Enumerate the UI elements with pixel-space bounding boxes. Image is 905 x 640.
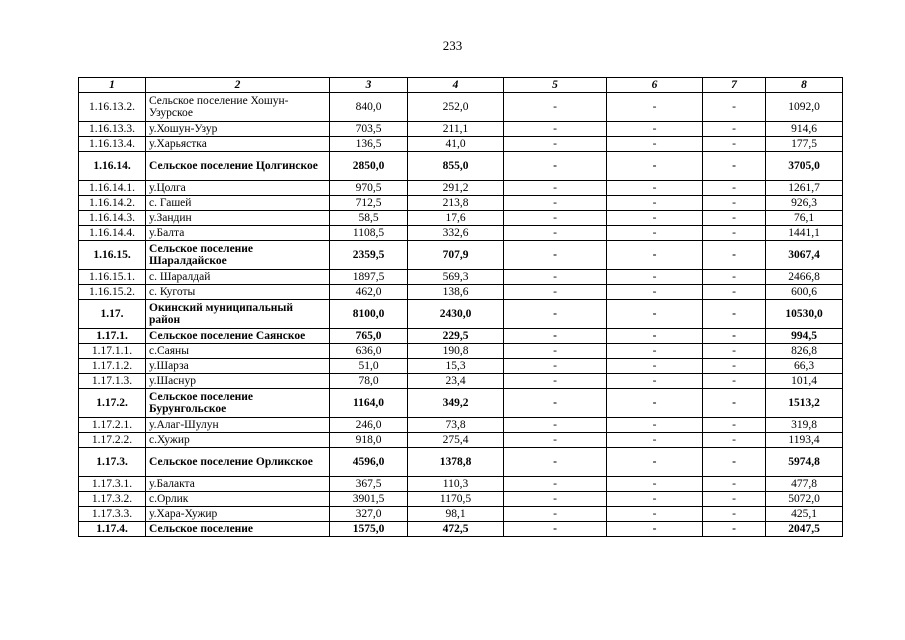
row-value-cell: - <box>504 270 607 285</box>
row-value-cell: - <box>703 433 766 448</box>
row-total-cell: 477,8 <box>766 477 843 492</box>
row-total-cell: 3705,0 <box>766 152 843 181</box>
row-value-cell: 918,0 <box>330 433 408 448</box>
table-row <box>79 211 843 226</box>
table-row <box>79 344 843 359</box>
row-name-cell: с.Хужир <box>146 433 330 448</box>
row-value-cell: - <box>703 181 766 196</box>
row-value-cell: 23,4 <box>408 374 504 389</box>
column-header: 8 <box>766 78 843 93</box>
row-total-cell: 1261,7 <box>766 181 843 196</box>
row-total-cell: 101,4 <box>766 374 843 389</box>
row-value-cell: 98,1 <box>408 507 504 522</box>
row-value-cell: - <box>504 122 607 137</box>
row-code-cell: 1.16.15.1. <box>79 270 146 285</box>
row-name-cell: у.Шарза <box>146 359 330 374</box>
row-value-cell: 252,0 <box>408 93 504 122</box>
column-header: 6 <box>607 78 703 93</box>
row-value-cell: - <box>703 492 766 507</box>
row-value-cell: 229,5 <box>408 329 504 344</box>
row-value-cell: 462,0 <box>330 285 408 300</box>
row-value-cell: - <box>504 374 607 389</box>
row-value-cell: 1170,5 <box>408 492 504 507</box>
row-value-cell: 765,0 <box>330 329 408 344</box>
row-value-cell: 569,3 <box>408 270 504 285</box>
row-value-cell: - <box>504 137 607 152</box>
row-total-cell: 3067,4 <box>766 241 843 270</box>
row-name-cell: с. Куготы <box>146 285 330 300</box>
row-value-cell: 855,0 <box>408 152 504 181</box>
row-value-cell: - <box>703 93 766 122</box>
row-name-cell: с. Гашей <box>146 196 330 211</box>
row-total-cell: 177,5 <box>766 137 843 152</box>
row-name-cell: у.Харьястка <box>146 137 330 152</box>
row-name-cell: Сельское поселение <box>146 522 330 537</box>
row-total-cell: 425,1 <box>766 507 843 522</box>
row-total-cell: 76,1 <box>766 211 843 226</box>
row-value-cell: 136,5 <box>330 137 408 152</box>
row-value-cell: 840,0 <box>330 93 408 122</box>
row-value-cell: 970,5 <box>330 181 408 196</box>
row-total-cell: 319,8 <box>766 418 843 433</box>
row-code-cell: 1.17.3.1. <box>79 477 146 492</box>
row-value-cell: - <box>504 477 607 492</box>
table-row <box>79 418 843 433</box>
table-row <box>79 389 843 418</box>
row-total-cell: 2466,8 <box>766 270 843 285</box>
table-row <box>79 329 843 344</box>
table-header-row <box>79 78 843 93</box>
row-value-cell: - <box>607 181 703 196</box>
row-value-cell: - <box>504 226 607 241</box>
row-code-cell: 1.16.14.1. <box>79 181 146 196</box>
row-value-cell: - <box>703 285 766 300</box>
table-row <box>79 152 843 181</box>
table-row <box>79 181 843 196</box>
row-name-cell: у.Хошун-Узур <box>146 122 330 137</box>
table-row <box>79 122 843 137</box>
page-number: 233 <box>442 38 463 53</box>
row-value-cell: - <box>607 270 703 285</box>
row-value-cell: 211,1 <box>408 122 504 137</box>
table-row <box>79 359 843 374</box>
row-code-cell: 1.17.1.1. <box>79 344 146 359</box>
row-name-cell: Сельское поселение Шаралдайское <box>146 241 330 270</box>
row-value-cell: - <box>607 300 703 329</box>
row-value-cell: - <box>607 433 703 448</box>
row-value-cell: - <box>703 359 766 374</box>
row-value-cell: 1164,0 <box>330 389 408 418</box>
row-code-cell: 1.17.1. <box>79 329 146 344</box>
row-name-cell: у.Балакта <box>146 477 330 492</box>
row-value-cell: - <box>703 196 766 211</box>
row-code-cell: 1.17.3. <box>79 448 146 477</box>
row-value-cell: - <box>703 122 766 137</box>
row-value-cell: 78,0 <box>330 374 408 389</box>
row-code-cell: 1.16.14. <box>79 152 146 181</box>
row-value-cell: 213,8 <box>408 196 504 211</box>
table-row <box>79 507 843 522</box>
row-value-cell: - <box>504 344 607 359</box>
column-header: 2 <box>146 78 330 93</box>
row-value-cell: 138,6 <box>408 285 504 300</box>
row-value-cell: - <box>504 241 607 270</box>
row-name-cell: Сельское поселение Цолгинское <box>146 152 330 181</box>
row-value-cell: 73,8 <box>408 418 504 433</box>
row-value-cell: 472,5 <box>408 522 504 537</box>
row-name-cell: Сельское поселение Хошун-Узурское <box>146 93 330 122</box>
row-value-cell: 110,3 <box>408 477 504 492</box>
row-name-cell: Сельское поселение Бурунгольское <box>146 389 330 418</box>
row-value-cell: 327,0 <box>330 507 408 522</box>
row-total-cell: 66,3 <box>766 359 843 374</box>
row-code-cell: 1.17.4. <box>79 522 146 537</box>
row-value-cell: - <box>607 359 703 374</box>
row-value-cell: - <box>607 418 703 433</box>
row-value-cell: - <box>504 300 607 329</box>
row-value-cell: - <box>607 448 703 477</box>
column-header: 7 <box>703 78 766 93</box>
row-value-cell: - <box>703 270 766 285</box>
row-value-cell: 367,5 <box>330 477 408 492</box>
row-value-cell: 636,0 <box>330 344 408 359</box>
row-value-cell: - <box>703 300 766 329</box>
table-row <box>79 226 843 241</box>
row-value-cell: 3901,5 <box>330 492 408 507</box>
row-value-cell: - <box>504 329 607 344</box>
row-value-cell: 275,4 <box>408 433 504 448</box>
row-value-cell: - <box>504 389 607 418</box>
row-value-cell: - <box>607 122 703 137</box>
row-code-cell: 1.17.3.2. <box>79 492 146 507</box>
table-row <box>79 433 843 448</box>
row-value-cell: - <box>703 152 766 181</box>
row-value-cell: - <box>703 137 766 152</box>
row-value-cell: 2850,0 <box>330 152 408 181</box>
table-row <box>79 93 843 122</box>
row-value-cell: 1575,0 <box>330 522 408 537</box>
row-value-cell: - <box>504 93 607 122</box>
row-total-cell: 1193,4 <box>766 433 843 448</box>
column-header: 4 <box>408 78 504 93</box>
row-code-cell: 1.16.13.2. <box>79 93 146 122</box>
column-header: 5 <box>504 78 607 93</box>
row-value-cell: - <box>607 137 703 152</box>
row-value-cell: 15,3 <box>408 359 504 374</box>
row-value-cell: - <box>607 329 703 344</box>
table-row <box>79 448 843 477</box>
row-value-cell: 707,9 <box>408 241 504 270</box>
row-value-cell: 2430,0 <box>408 300 504 329</box>
row-value-cell: - <box>504 211 607 226</box>
row-name-cell: с. Шаралдай <box>146 270 330 285</box>
row-value-cell: - <box>703 477 766 492</box>
row-value-cell: - <box>703 448 766 477</box>
data-table <box>78 77 843 537</box>
row-value-cell: 51,0 <box>330 359 408 374</box>
row-total-cell: 826,8 <box>766 344 843 359</box>
row-code-cell: 1.17.2.1. <box>79 418 146 433</box>
row-code-cell: 1.17.1.2. <box>79 359 146 374</box>
row-value-cell: - <box>607 492 703 507</box>
table-row <box>79 196 843 211</box>
row-total-cell: 1441,1 <box>766 226 843 241</box>
row-value-cell: 4596,0 <box>330 448 408 477</box>
column-header: 3 <box>330 78 408 93</box>
row-total-cell: 1513,2 <box>766 389 843 418</box>
row-value-cell: - <box>607 477 703 492</box>
row-total-cell: 914,6 <box>766 122 843 137</box>
table-row <box>79 477 843 492</box>
row-value-cell: - <box>607 226 703 241</box>
row-value-cell: - <box>703 522 766 537</box>
row-value-cell: - <box>607 389 703 418</box>
row-name-cell: Сельское поселение Орликское <box>146 448 330 477</box>
row-value-cell: - <box>703 389 766 418</box>
row-total-cell: 2047,5 <box>766 522 843 537</box>
row-total-cell: 994,5 <box>766 329 843 344</box>
row-total-cell: 5974,8 <box>766 448 843 477</box>
table-row <box>79 300 843 329</box>
row-value-cell: 1108,5 <box>330 226 408 241</box>
row-value-cell: - <box>504 448 607 477</box>
row-value-cell: 17,6 <box>408 211 504 226</box>
row-name-cell: у.Алаг-Шулун <box>146 418 330 433</box>
row-code-cell: 1.16.14.2. <box>79 196 146 211</box>
row-name-cell: Окинский муниципальный район <box>146 300 330 329</box>
row-value-cell: - <box>607 522 703 537</box>
row-value-cell: 246,0 <box>330 418 408 433</box>
row-value-cell: - <box>504 196 607 211</box>
row-value-cell: - <box>607 196 703 211</box>
row-value-cell: 349,2 <box>408 389 504 418</box>
row-code-cell: 1.16.14.4. <box>79 226 146 241</box>
row-total-cell: 926,3 <box>766 196 843 211</box>
table-row <box>79 241 843 270</box>
row-value-cell: 332,6 <box>408 226 504 241</box>
row-value-cell: - <box>504 522 607 537</box>
row-code-cell: 1.16.14.3. <box>79 211 146 226</box>
row-value-cell: - <box>607 285 703 300</box>
row-value-cell: 190,8 <box>408 344 504 359</box>
row-value-cell: - <box>703 418 766 433</box>
row-value-cell: - <box>504 433 607 448</box>
row-value-cell: - <box>703 507 766 522</box>
row-value-cell: - <box>504 181 607 196</box>
row-code-cell: 1.17.1.3. <box>79 374 146 389</box>
row-total-cell: 600,6 <box>766 285 843 300</box>
row-value-cell: - <box>504 507 607 522</box>
row-value-cell: - <box>607 152 703 181</box>
row-value-cell: 1378,8 <box>408 448 504 477</box>
row-value-cell: - <box>504 359 607 374</box>
row-value-cell: 58,5 <box>330 211 408 226</box>
row-value-cell: - <box>607 374 703 389</box>
row-total-cell: 5072,0 <box>766 492 843 507</box>
row-code-cell: 1.17.2.2. <box>79 433 146 448</box>
row-total-cell: 10530,0 <box>766 300 843 329</box>
row-value-cell: - <box>703 344 766 359</box>
row-name-cell: у.Балта <box>146 226 330 241</box>
row-value-cell: - <box>607 93 703 122</box>
row-value-cell: - <box>607 344 703 359</box>
table-row <box>79 492 843 507</box>
row-name-cell: с.Саяны <box>146 344 330 359</box>
row-value-cell: 712,5 <box>330 196 408 211</box>
row-name-cell: Сельское поселение Саянское <box>146 329 330 344</box>
row-total-cell: 1092,0 <box>766 93 843 122</box>
table-row <box>79 374 843 389</box>
row-code-cell: 1.16.15. <box>79 241 146 270</box>
row-code-cell: 1.16.13.3. <box>79 122 146 137</box>
row-value-cell: - <box>607 211 703 226</box>
row-value-cell: 1897,5 <box>330 270 408 285</box>
row-name-cell: у.Шаснур <box>146 374 330 389</box>
row-name-cell: у.Зандин <box>146 211 330 226</box>
row-value-cell: - <box>504 285 607 300</box>
row-value-cell: - <box>703 329 766 344</box>
table-row <box>79 270 843 285</box>
row-value-cell: 291,2 <box>408 181 504 196</box>
row-value-cell: 703,5 <box>330 122 408 137</box>
row-value-cell: - <box>703 241 766 270</box>
row-value-cell: - <box>703 374 766 389</box>
row-code-cell: 1.17. <box>79 300 146 329</box>
table-row <box>79 522 843 537</box>
table-row <box>79 285 843 300</box>
row-value-cell: - <box>504 152 607 181</box>
row-value-cell: - <box>607 507 703 522</box>
row-code-cell: 1.16.13.4. <box>79 137 146 152</box>
column-header: 1 <box>79 78 146 93</box>
row-name-cell: с.Орлик <box>146 492 330 507</box>
row-value-cell: 8100,0 <box>330 300 408 329</box>
row-value-cell: - <box>504 492 607 507</box>
row-code-cell: 1.17.2. <box>79 389 146 418</box>
row-code-cell: 1.17.3.3. <box>79 507 146 522</box>
row-value-cell: - <box>703 226 766 241</box>
row-value-cell: - <box>504 418 607 433</box>
row-value-cell: - <box>703 211 766 226</box>
row-code-cell: 1.16.15.2. <box>79 285 146 300</box>
table-row <box>79 137 843 152</box>
row-name-cell: у.Цолга <box>146 181 330 196</box>
row-value-cell: - <box>607 241 703 270</box>
row-value-cell: 2359,5 <box>330 241 408 270</box>
row-name-cell: у.Хара-Хужир <box>146 507 330 522</box>
row-value-cell: 41,0 <box>408 137 504 152</box>
